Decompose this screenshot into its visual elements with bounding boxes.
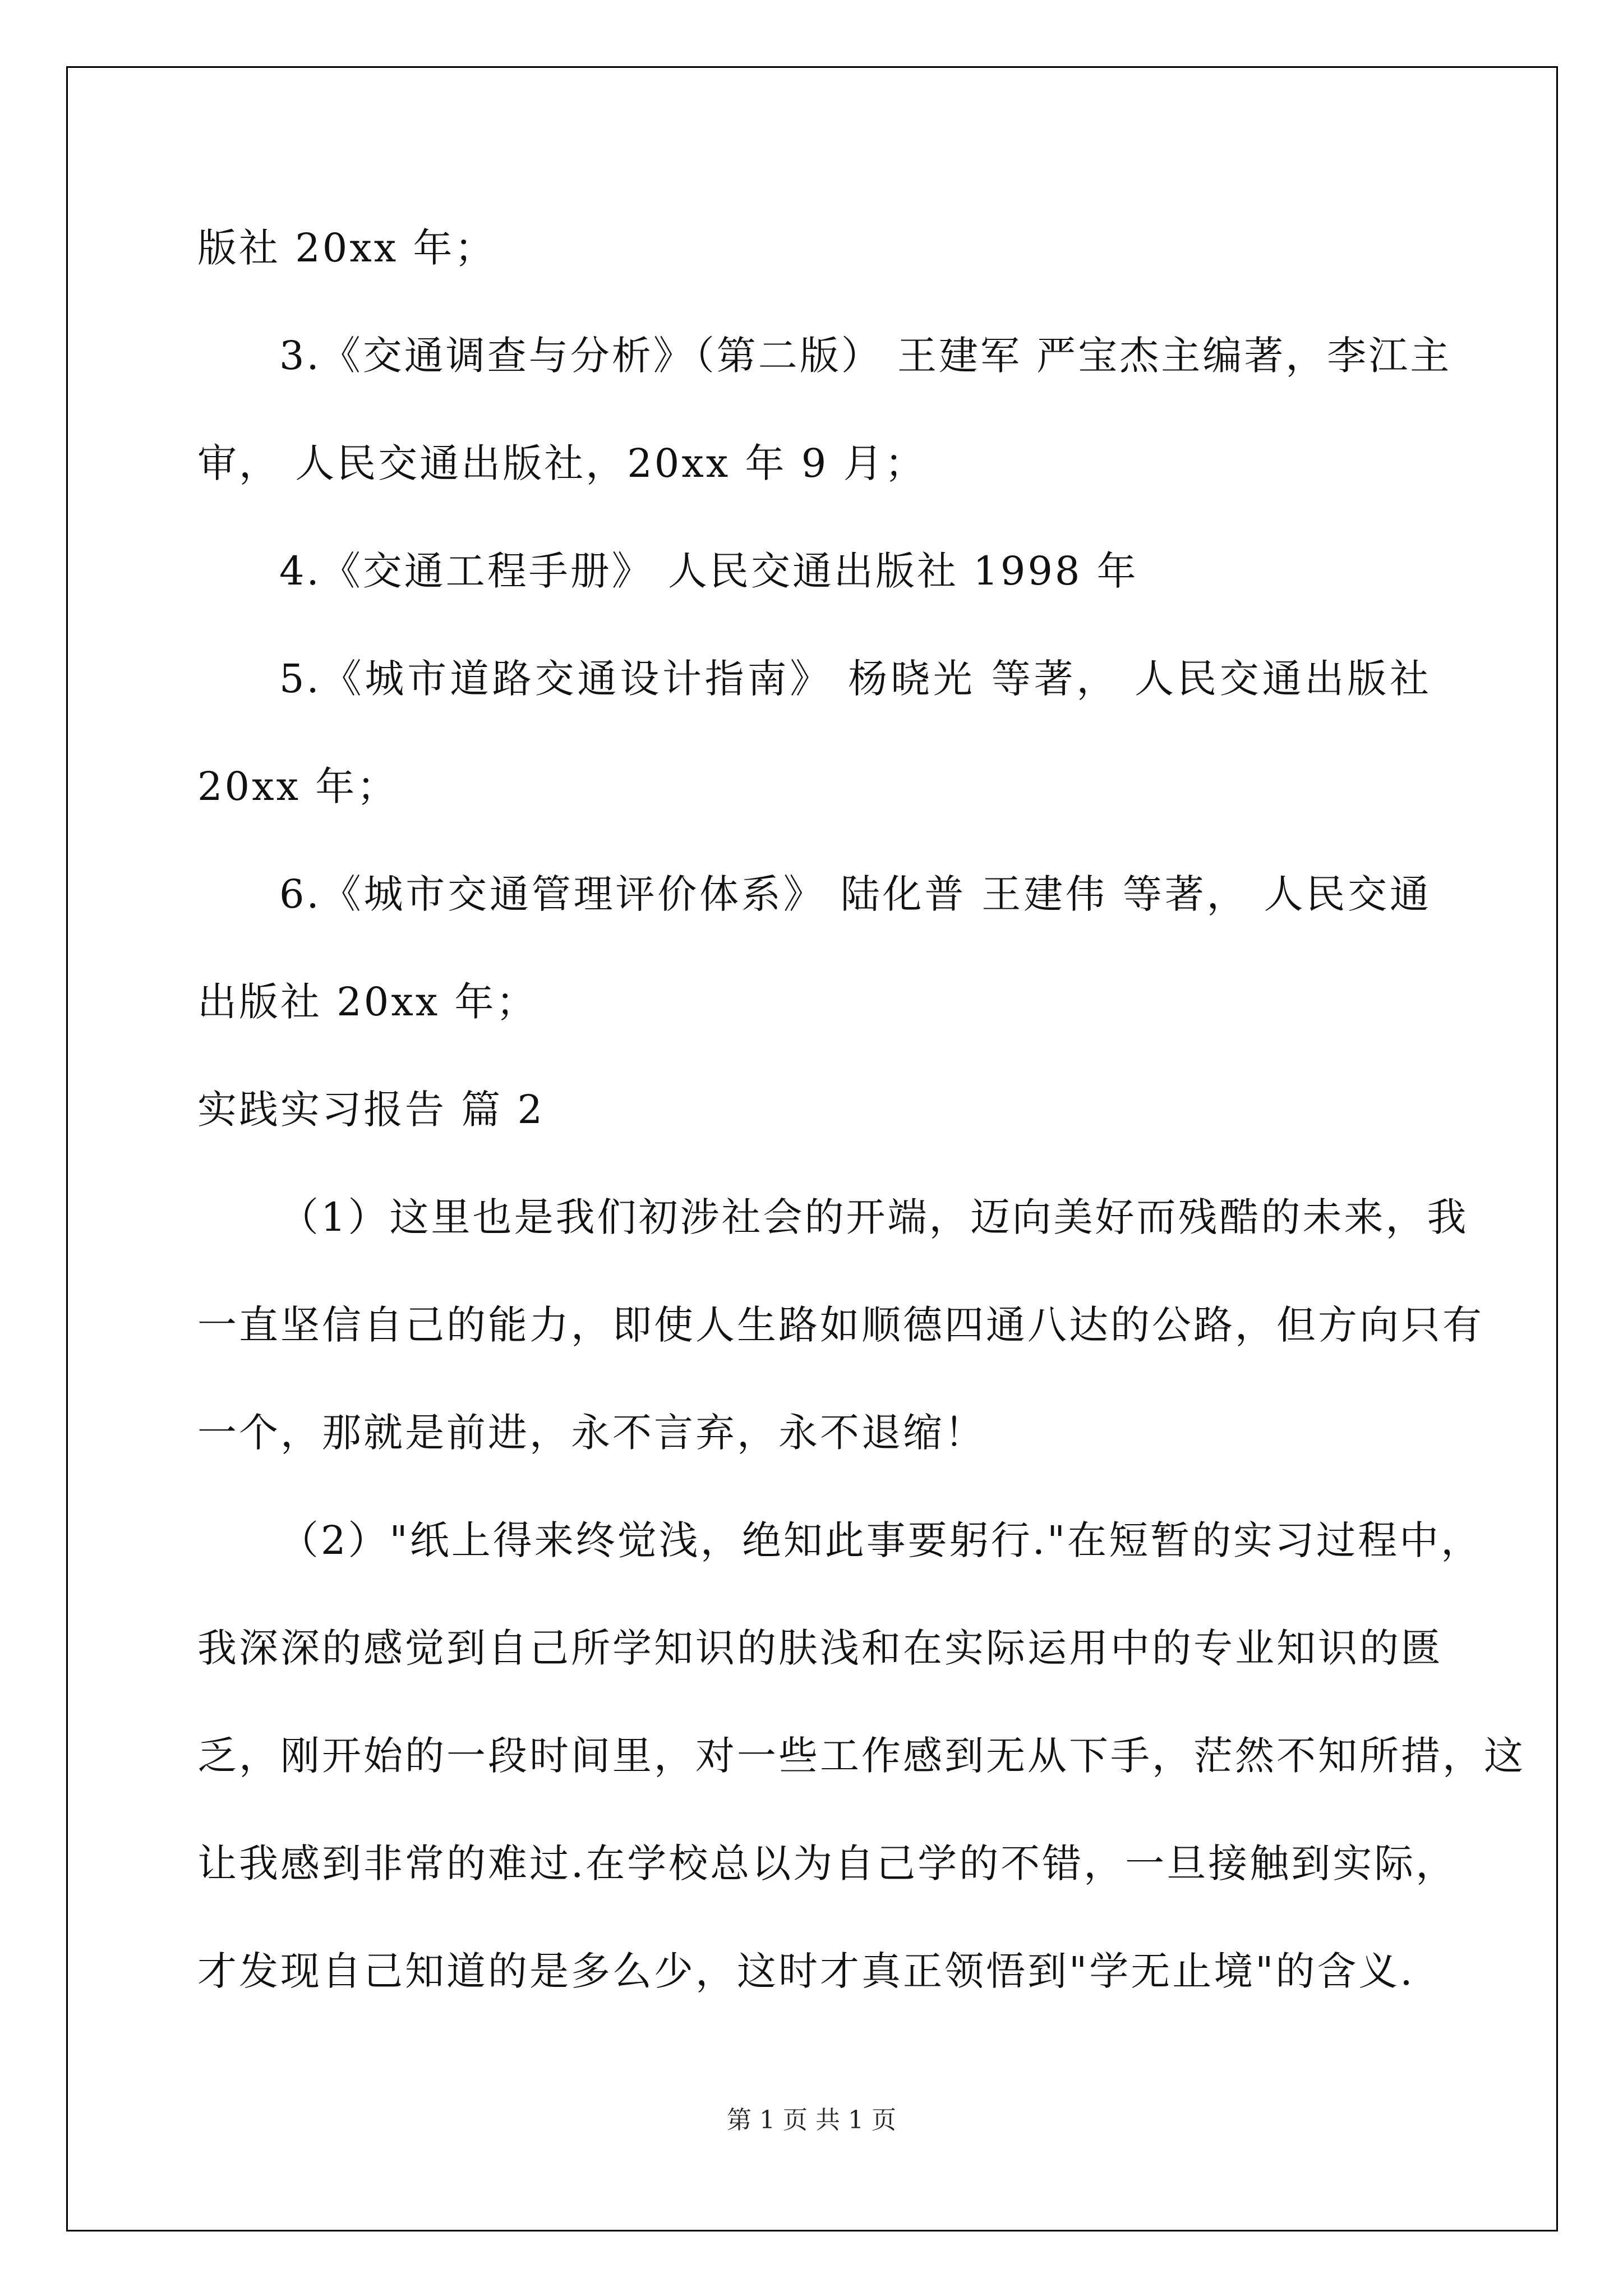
text-line: 我深深的感觉到自己所学知识的肤浅和在实际运用中的专业知识的匮	[197, 1625, 1442, 1671]
text-line: 5.《城市道路交通设计指南》 杨晓光 等著， 人民交通出版社	[279, 656, 1431, 702]
text-line: 才发现自己知道的是多么少，这时才真正领悟到"学无止境"的含义.	[197, 1948, 1415, 1994]
text-line: 版社 20xx 年；	[197, 225, 496, 271]
text-line: 6.《城市交通管理评价体系》 陆化普 王建伟 等著， 人民交通	[279, 871, 1431, 917]
text-line: 20xx 年；	[197, 763, 399, 809]
text-line: （1）这里也是我们初涉社会的开端，迈向美好而残酷的未来，我	[279, 1194, 1469, 1240]
text-line: 4.《交通工程手册》 人民交通出版社 1998 年	[279, 548, 1138, 594]
text-line: 一直坚信自己的能力，即使人生路如顺德四通八达的公路，但方向只有	[197, 1302, 1484, 1348]
text-line: （2）"纸上得来终觉浅，绝知此事要躬行."在短暂的实习过程中，	[279, 1517, 1483, 1563]
text-line: 3.《交通调查与分析》（第二版） 王建军 严宝杰主编著，李江主	[279, 333, 1452, 379]
text-line: 让我感到非常的难过.在学校总以为自己学的不错，一旦接触到实际，	[197, 1841, 1458, 1887]
page-frame	[66, 66, 1558, 2231]
text-line: 审， 人民交通出版社，20xx 年 9 月；	[197, 440, 926, 486]
section-heading: 实践实习报告 篇 2	[197, 1087, 545, 1133]
text-line: 出版社 20xx 年；	[197, 979, 538, 1025]
text-line: 乏，刚开始的一段时间里，对一些工作感到无从下手，茫然不知所措，这	[197, 1733, 1525, 1779]
page-number-footer: 第 1 页 共 1 页	[727, 2106, 896, 2134]
text-line: 一个，那就是前进，永不言弃，永不退缩！	[197, 1410, 986, 1456]
